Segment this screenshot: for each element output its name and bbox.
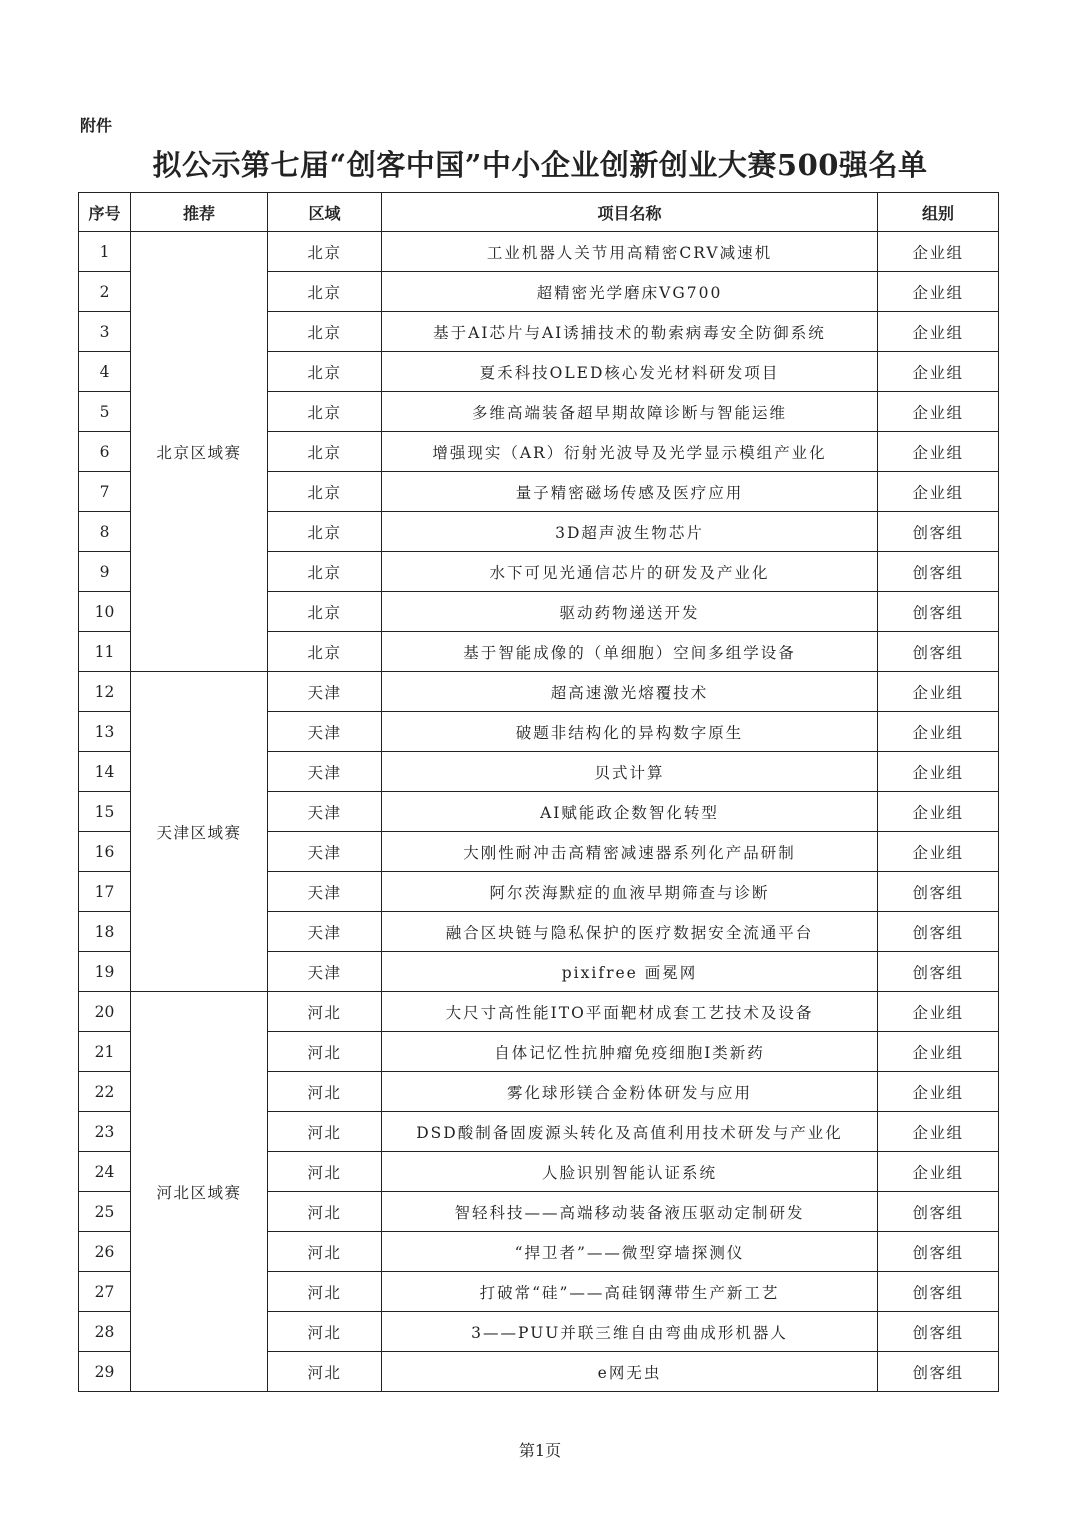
row-number: 12	[79, 672, 131, 712]
row-number: 13	[79, 712, 131, 752]
recommend-cell: 北京区域赛	[131, 232, 268, 672]
project-name-cell: AI赋能政企数智化转型	[382, 792, 878, 832]
row-number: 8	[79, 512, 131, 552]
area-cell: 北京	[268, 392, 382, 432]
row-number: 21	[79, 1032, 131, 1072]
area-cell: 河北	[268, 1152, 382, 1192]
table-row	[79, 992, 999, 1032]
group-cell: 创客组	[878, 512, 999, 552]
group-cell: 企业组	[878, 712, 999, 752]
project-name-cell: 打破常“硅”——高硅钢薄带生产新工艺	[382, 1272, 878, 1312]
recommend-cell: 天津区域赛	[131, 672, 268, 992]
group-cell: 企业组	[878, 352, 999, 392]
area-cell: 河北	[268, 1232, 382, 1272]
row-number: 22	[79, 1072, 131, 1112]
group-cell: 企业组	[878, 1152, 999, 1192]
row-number: 24	[79, 1152, 131, 1192]
table-header-row	[79, 193, 999, 232]
area-cell: 河北	[268, 1112, 382, 1152]
project-name-cell: 超精密光学磨床VG700	[382, 272, 878, 312]
area-cell: 河北	[268, 1192, 382, 1232]
row-number: 16	[79, 832, 131, 872]
area-cell: 天津	[268, 912, 382, 952]
area-cell: 河北	[268, 1352, 382, 1392]
row-number: 1	[79, 232, 131, 272]
row-number: 10	[79, 592, 131, 632]
header-group: 组别	[878, 193, 999, 232]
row-number: 28	[79, 1312, 131, 1352]
area-cell: 天津	[268, 872, 382, 912]
area-cell: 北京	[268, 512, 382, 552]
page-title: 拟公示第七届“创客中国”中小企业创新创业大赛500强名单	[152, 148, 928, 182]
area-cell: 河北	[268, 1272, 382, 1312]
area-cell: 北京	[268, 232, 382, 272]
row-number: 18	[79, 912, 131, 952]
project-name-cell: 多维高端装备超早期故障诊断与智能运维	[382, 392, 878, 432]
project-name-cell: 夏禾科技OLED核心发光材料研发项目	[382, 352, 878, 392]
project-name-cell: 水下可见光通信芯片的研发及产业化	[382, 552, 878, 592]
area-cell: 北京	[268, 472, 382, 512]
row-number: 11	[79, 632, 131, 672]
group-cell: 创客组	[878, 872, 999, 912]
group-cell: 企业组	[878, 232, 999, 272]
project-name-cell: 大刚性耐冲击高精密减速器系列化产品研制	[382, 832, 878, 872]
area-cell: 北京	[268, 632, 382, 672]
project-name-cell: 3——PUU并联三维自由弯曲成形机器人	[382, 1312, 878, 1352]
row-number: 25	[79, 1192, 131, 1232]
area-cell: 北京	[268, 432, 382, 472]
table-body	[79, 232, 999, 1392]
group-cell: 企业组	[878, 832, 999, 872]
row-number: 23	[79, 1112, 131, 1152]
area-cell: 天津	[268, 952, 382, 992]
project-name-cell: e网无虫	[382, 1352, 878, 1392]
group-cell: 创客组	[878, 632, 999, 672]
project-name-cell: 驱动药物递送开发	[382, 592, 878, 632]
row-number: 5	[79, 392, 131, 432]
group-cell: 创客组	[878, 1272, 999, 1312]
group-cell: 企业组	[878, 1112, 999, 1152]
list-table	[78, 192, 999, 1392]
project-name-cell: 超高速激光熔覆技术	[382, 672, 878, 712]
row-number: 2	[79, 272, 131, 312]
group-cell: 企业组	[878, 312, 999, 352]
area-cell: 北京	[268, 312, 382, 352]
area-cell: 河北	[268, 992, 382, 1032]
project-name-cell: DSD酸制备固废源头转化及高值利用技术研发与产业化	[382, 1112, 878, 1152]
row-number: 26	[79, 1232, 131, 1272]
row-number: 19	[79, 952, 131, 992]
group-cell: 企业组	[878, 472, 999, 512]
group-cell: 企业组	[878, 992, 999, 1032]
header-recommend: 推荐	[131, 193, 268, 232]
group-cell: 企业组	[878, 792, 999, 832]
row-number: 4	[79, 352, 131, 392]
header-no: 序号	[79, 193, 131, 232]
project-name-cell: 破题非结构化的异构数字原生	[382, 712, 878, 752]
row-number: 17	[79, 872, 131, 912]
project-name-cell: 人脸识别智能认证系统	[382, 1152, 878, 1192]
header-project: 项目名称	[382, 193, 878, 232]
project-name-cell: 基于AI芯片与AI诱捕技术的勒索病毒安全防御系统	[382, 312, 878, 352]
area-cell: 天津	[268, 792, 382, 832]
group-cell: 创客组	[878, 1312, 999, 1352]
area-cell: 北京	[268, 352, 382, 392]
project-name-cell: 工业机器人关节用高精密CRV减速机	[382, 232, 878, 272]
row-number: 3	[79, 312, 131, 352]
project-name-cell: “捍卫者”——微型穿墙探测仪	[382, 1232, 878, 1272]
area-cell: 北京	[268, 272, 382, 312]
area-cell: 河北	[268, 1032, 382, 1072]
group-cell: 企业组	[878, 272, 999, 312]
group-cell: 创客组	[878, 912, 999, 952]
project-name-cell: 贝式计算	[382, 752, 878, 792]
project-name-cell: 自体记忆性抗肿瘤免疫细胞Ⅰ类新药	[382, 1032, 878, 1072]
area-cell: 北京	[268, 592, 382, 632]
row-number: 14	[79, 752, 131, 792]
table-row	[79, 672, 999, 712]
area-cell: 北京	[268, 552, 382, 592]
group-cell: 企业组	[878, 1072, 999, 1112]
project-name-cell: 大尺寸高性能ITO平面靶材成套工艺技术及设备	[382, 992, 878, 1032]
group-cell: 企业组	[878, 432, 999, 472]
page-number: 第1页	[518, 1441, 562, 1460]
project-name-cell: 增强现实（AR）衍射光波导及光学显示模组产业化	[382, 432, 878, 472]
group-cell: 企业组	[878, 1032, 999, 1072]
group-cell: 创客组	[878, 952, 999, 992]
area-cell: 天津	[268, 712, 382, 752]
attachment-label: 附件	[80, 116, 113, 135]
area-cell: 河北	[268, 1072, 382, 1112]
row-number: 15	[79, 792, 131, 832]
group-cell: 创客组	[878, 1192, 999, 1232]
project-name-cell: 阿尔茨海默症的血液早期筛查与诊断	[382, 872, 878, 912]
area-cell: 天津	[268, 752, 382, 792]
table-row	[79, 232, 999, 272]
project-name-cell: 基于智能成像的（单细胞）空间多组学设备	[382, 632, 878, 672]
group-cell: 企业组	[878, 672, 999, 712]
row-number: 29	[79, 1352, 131, 1392]
row-number: 20	[79, 992, 131, 1032]
project-name-cell: 智轻科技——高端移动装备液压驱动定制研发	[382, 1192, 878, 1232]
group-cell: 创客组	[878, 592, 999, 632]
group-cell: 创客组	[878, 552, 999, 592]
project-name-cell: 量子精密磁场传感及医疗应用	[382, 472, 878, 512]
row-number: 7	[79, 472, 131, 512]
project-name-cell: pixifree 画冕网	[382, 952, 878, 992]
group-cell: 企业组	[878, 392, 999, 432]
header-area: 区域	[268, 193, 382, 232]
group-cell: 创客组	[878, 1232, 999, 1272]
group-cell: 创客组	[878, 1352, 999, 1392]
area-cell: 天津	[268, 672, 382, 712]
project-name-cell: 雾化球形镁合金粉体研发与应用	[382, 1072, 878, 1112]
area-cell: 天津	[268, 832, 382, 872]
row-number: 6	[79, 432, 131, 472]
project-name-cell: 3D超声波生物芯片	[382, 512, 878, 552]
project-name-cell: 融合区块链与隐私保护的医疗数据安全流通平台	[382, 912, 878, 952]
row-number: 27	[79, 1272, 131, 1312]
recommend-cell: 河北区域赛	[131, 992, 268, 1392]
row-number: 9	[79, 552, 131, 592]
group-cell: 企业组	[878, 752, 999, 792]
area-cell: 河北	[268, 1312, 382, 1352]
